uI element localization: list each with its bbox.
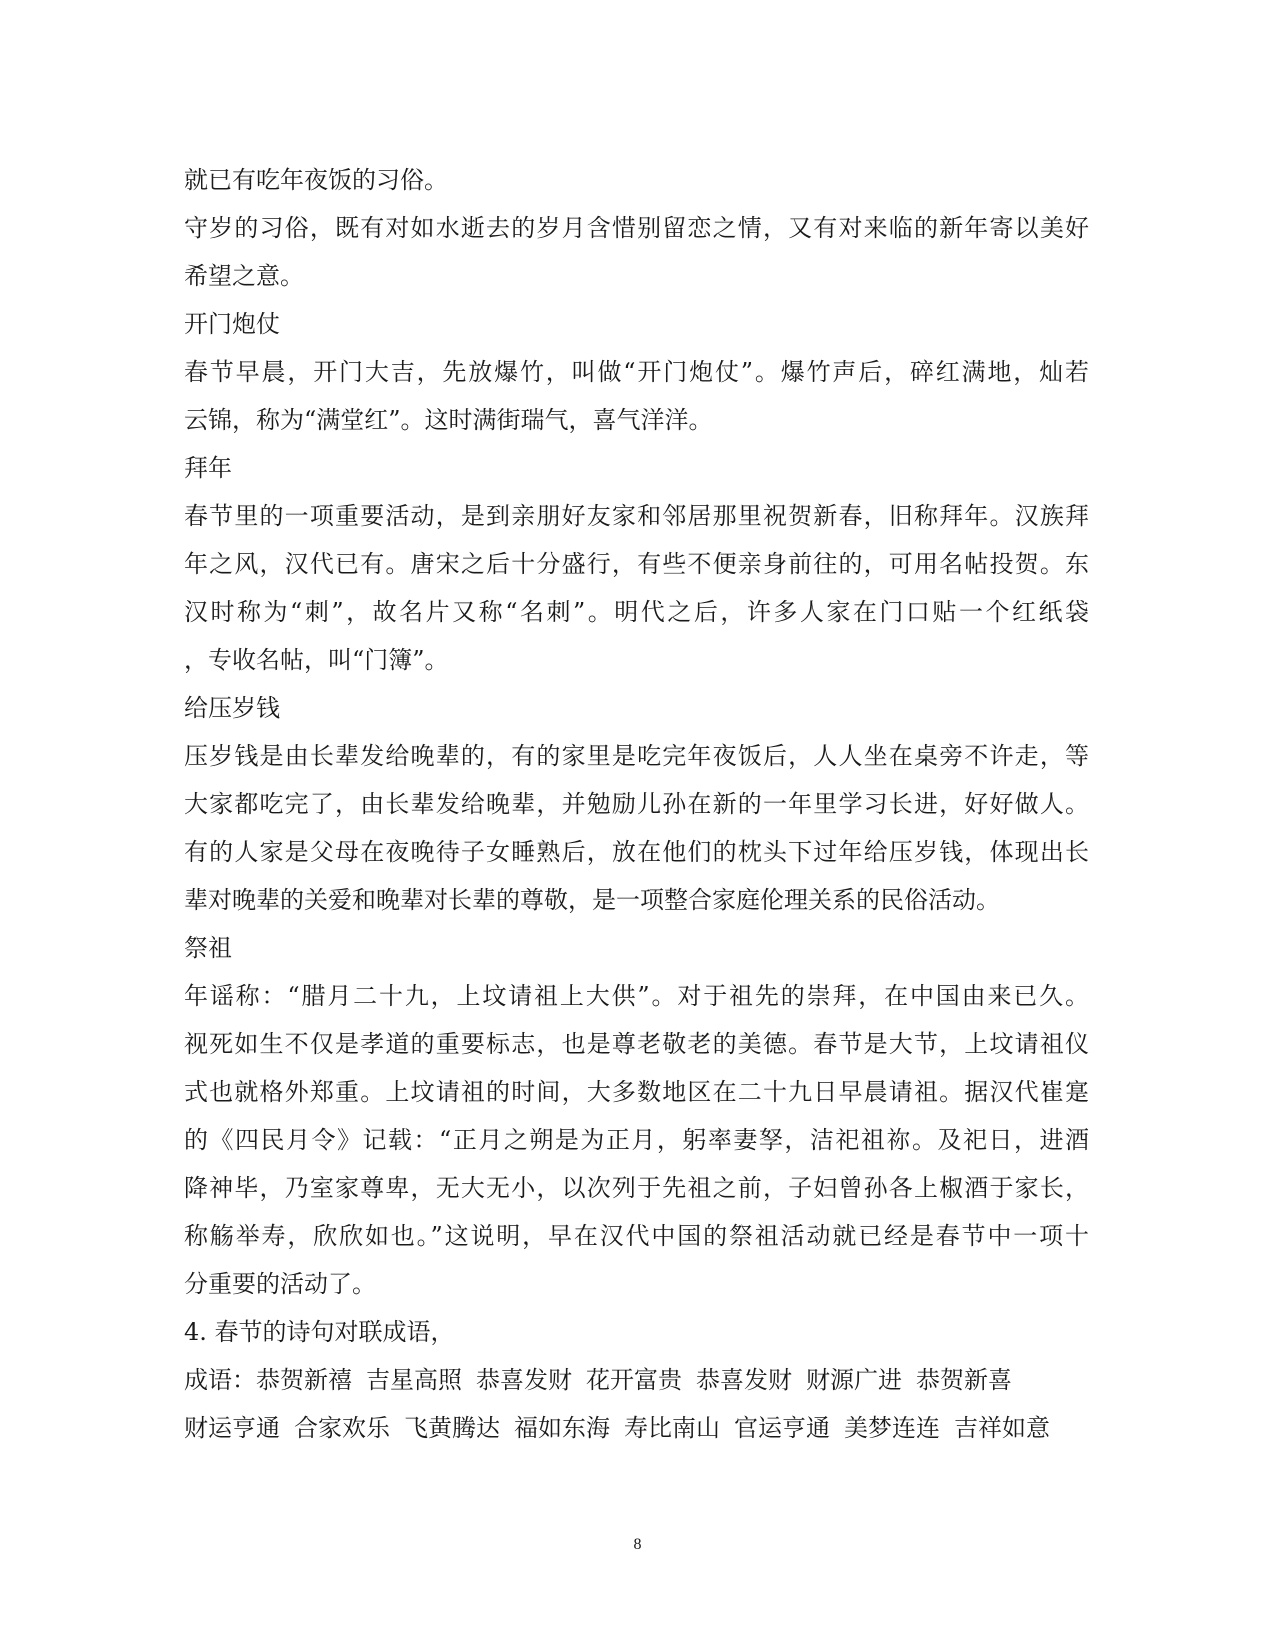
text-line: 云锦，称为“满堂红”。这时满街瑞气，喜气洋洋。 — [184, 406, 713, 434]
page-number: 8 — [633, 1536, 642, 1553]
idiom: 合家欢乐 — [294, 1414, 390, 1442]
idiom: 吉祥如意 — [954, 1414, 1050, 1442]
text-line: 称觞举寿，欣欣如也。”这说明，早在汉代中国的祭祖活动就已经是春节中一项十 — [184, 1222, 1089, 1250]
idiom: 吉星高照 — [366, 1366, 462, 1394]
text-line: 春节里的一项重要活动，是到亲朋好友家和邻居那里祝贺新春，旧称拜年。汉族拜 — [184, 502, 1089, 530]
text-line: 的《四民月令》记载：“正月之朔是为正月，躬率妻孥，洁祀祖祢。及祀日，进酒 — [184, 1126, 1089, 1154]
text-line: 视死如生不仅是孝道的重要标志，也是尊老敬老的美德。春节是大节，上坟请祖仪 — [184, 1030, 1089, 1058]
idiom: 成语：恭贺新禧 — [184, 1366, 352, 1394]
idiom: 恭喜发财 — [476, 1366, 572, 1394]
idiom: 寿比南山 — [624, 1414, 720, 1442]
idiom: 飞黄腾达 — [404, 1414, 500, 1442]
idiom: 恭喜发财 — [696, 1366, 792, 1394]
idiom-row — [184, 1356, 1089, 1404]
text-line: 希望之意。 — [184, 262, 304, 290]
idiom: 恭贺新喜 — [916, 1366, 1012, 1394]
idiom: 福如东海 — [514, 1414, 610, 1442]
text-line: 年谣称：“腊月二十九，上坟请祖上大供”。对于祖先的崇拜，在中国由来已久。 — [184, 982, 1089, 1010]
text-line: 有的人家是父母在夜晚待子女睡熟后，放在他们的枕头下过年给压岁钱，体现出长 — [184, 838, 1089, 866]
text-line: 辈对晚辈的关爱和晚辈对长辈的尊敬，是一项整合家庭伦理关系的民俗活动。 — [184, 886, 1000, 914]
text-line: 汉时称为“刺”，故名片又称“名刺”。明代之后，许多人家在门口贴一个红纸袋 — [184, 598, 1089, 626]
text-line: ，专收名帖，叫“门簿”。 — [184, 646, 449, 674]
text-line: 祭祖 — [184, 934, 232, 962]
text-line: 降神毕，乃室家尊卑，无大无小，以次列于先祖之前，子妇曾孙各上椒酒于家长， — [184, 1174, 1089, 1202]
text-line: 给压岁钱 — [184, 694, 280, 722]
text-line: 就已有吃年夜饭的习俗。 — [184, 166, 448, 194]
text-line: 春节早晨，开门大吉，先放爆竹，叫做“开门炮仗”。爆竹声后，碎红满地，灿若 — [184, 358, 1089, 386]
idiom: 官运亨通 — [734, 1414, 830, 1442]
idiom: 财源广进 — [806, 1366, 902, 1394]
text-line: 守岁的习俗，既有对如水逝去的岁月含惜别留恋之情，又有对来临的新年寄以美好 — [184, 214, 1089, 242]
text-line: 4. 春节的诗句对联成语， — [184, 1318, 455, 1346]
text-line: 分重要的活动了。 — [184, 1270, 376, 1298]
text-line: 大家都吃完了，由长辈发给晚辈，并勉励儿孙在新的一年里学习长进，好好做人。 — [184, 790, 1089, 818]
text-line: 年之风，汉代已有。唐宋之后十分盛行，有些不便亲身前往的，可用名帖投贺。东 — [184, 550, 1089, 578]
text-line: 拜年 — [184, 454, 232, 482]
idiom: 财运亨通 — [184, 1414, 280, 1442]
text-line: 压岁钱是由长辈发给晚辈的，有的家里是吃完年夜饭后，人人坐在桌旁不许走，等 — [184, 742, 1089, 770]
idiom-row — [184, 1404, 1089, 1452]
text-line: 式也就格外郑重。上坟请祖的时间，大多数地区在二十九日早晨请祖。据汉代崔寔 — [184, 1078, 1089, 1106]
idiom: 美梦连连 — [844, 1414, 940, 1442]
text-line: 开门炮仗 — [184, 310, 280, 338]
document-body — [184, 156, 1089, 1452]
idiom: 花开富贵 — [586, 1366, 682, 1394]
